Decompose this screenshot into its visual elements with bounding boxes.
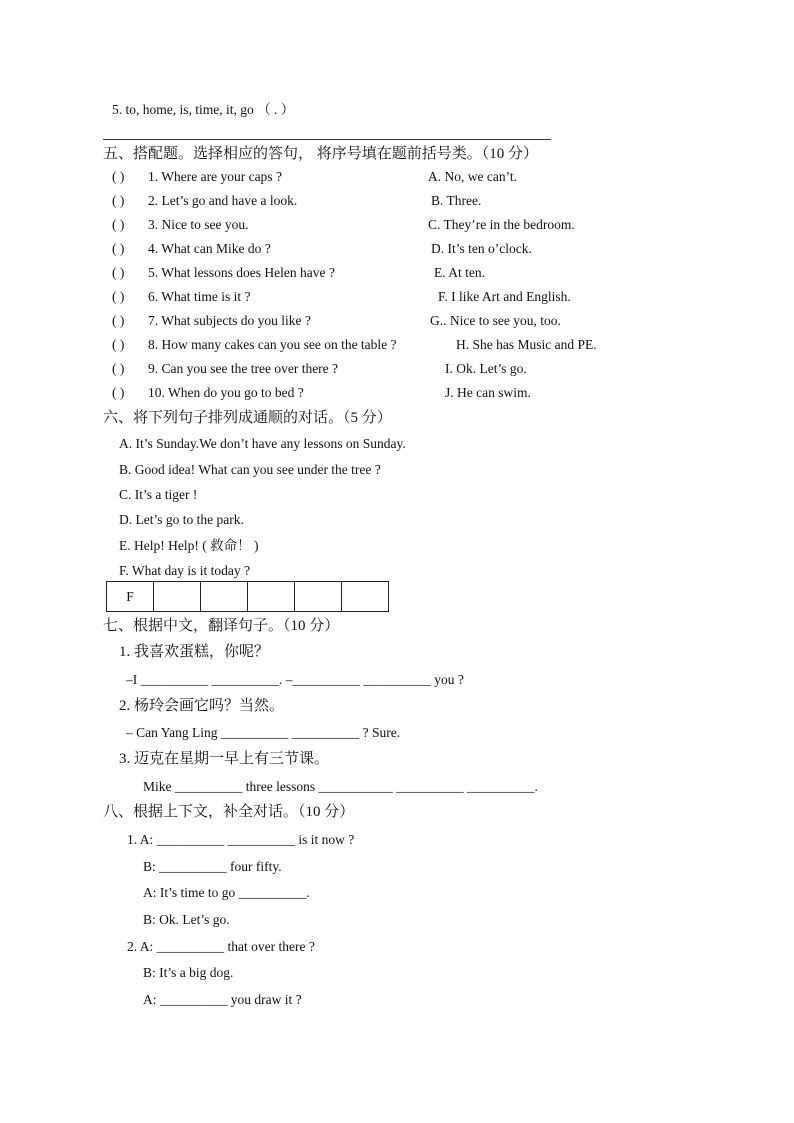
match-row-1 [112, 169, 672, 187]
dialogue-1-line-1[interactable]: 1. A: __________ __________ is it now ? [127, 832, 355, 847]
section-5-title: 五、搭配题。选择相应的答句， 将序号填在题前括号类。（10 分） [103, 146, 539, 162]
dialogue-1-line-4: B: Ok. Let’s go. [143, 912, 230, 927]
answer-paren[interactable]: ( ) [112, 241, 125, 256]
match-row-2 [112, 193, 672, 211]
dialogue-2-line-3[interactable]: A: __________ you draw it ? [143, 992, 302, 1007]
match-question: 5. What lessons does Helen have ? [148, 265, 335, 280]
match-row-10 [112, 385, 672, 403]
match-question: 8. How many cakes can you see on the table ? [148, 337, 397, 352]
answer-paren[interactable]: ( ) [112, 217, 125, 232]
match-answer: D. It’s ten o’clock. [431, 241, 532, 256]
match-row-4 [112, 241, 672, 259]
match-row-6 [112, 289, 672, 307]
translate-prompt-3: 3. 迈克在星期一早上有三节课。 [119, 751, 330, 767]
match-answer: J. He can swim. [445, 385, 531, 400]
dialogue-sentence-b: B. Good idea! What can you see under the tree ? [119, 462, 381, 477]
translate-line-3[interactable]: Mike __________ three lessons ___________ __________ __________. [143, 779, 538, 794]
match-question: 3. Nice to see you. [148, 217, 249, 232]
dialogue-1-line-3[interactable]: A: It’s time to go __________. [143, 885, 310, 900]
translate-line-1[interactable]: –I __________ __________. –__________ __________ you ? [126, 672, 464, 687]
match-row-9 [112, 361, 672, 379]
dialogue-sentence-a: A. It’s Sunday.We don’t have any lessons on Sunday. [119, 436, 406, 451]
answer-paren[interactable]: ( ) [112, 289, 125, 304]
match-answer: B. Three. [431, 193, 482, 208]
order-answer-grid [106, 581, 389, 612]
match-question: 1. Where are your caps ? [148, 169, 282, 184]
answer-paren[interactable]: ( ) [112, 385, 125, 400]
translate-line-2[interactable]: – Can Yang Ling __________ __________ ? Sure. [126, 725, 401, 740]
answer-paren[interactable]: ( ) [112, 193, 125, 208]
match-answer: H. She has Music and PE. [456, 337, 597, 352]
dialogue-2-line-2: B: It’s a big dog. [143, 965, 234, 980]
order-cell-4[interactable] [248, 582, 295, 612]
order-cell-1[interactable]: F [107, 582, 154, 612]
match-question: 2. Let’s go and have a look. [148, 193, 298, 208]
order-cell-6[interactable] [342, 582, 389, 612]
order-cell-5[interactable] [295, 582, 342, 612]
dialogue-sentence-c: C. It’s a tiger ! [119, 487, 198, 502]
match-row-7 [112, 313, 672, 331]
answer-paren[interactable]: ( ) [112, 361, 125, 376]
match-answer: I. Ok. Let’s go. [445, 361, 527, 376]
answer-paren[interactable]: ( ) [112, 265, 125, 280]
translate-prompt-1: 1. 我喜欢蛋糕，你呢？ [119, 644, 270, 660]
dialogue-sentence-f: F. What day is it today ? [119, 563, 251, 578]
match-answer: C. They’re in the bedroom. [428, 217, 575, 232]
sentence-arrange-q5: 5. to, home, is, time, it, go （ . ） [112, 102, 295, 117]
match-question: 6. What time is it ? [148, 289, 251, 304]
match-row-5 [112, 265, 672, 283]
match-row-8 [112, 337, 672, 355]
dialogue-sentence-d: D. Let’s go to the park. [119, 512, 244, 527]
answer-paren[interactable]: ( ) [112, 337, 125, 352]
match-question: 7. What subjects do you like ? [148, 313, 311, 328]
dialogue-sentence-e: E. Help! Help! ( 救命！ ) [119, 538, 259, 553]
divider-line [103, 139, 551, 140]
section-8-title: 八、根据上下文，补全对话。（10 分） [103, 804, 355, 820]
answer-paren[interactable]: ( ) [112, 169, 125, 184]
section-6-title: 六、将下列句子排列成通顺的对话。（5 分） [103, 410, 392, 426]
match-answer: F. I like Art and English. [438, 289, 571, 304]
match-question: 4. What can Mike do ? [148, 241, 271, 256]
match-question: 10. When do you go to bed ? [148, 385, 304, 400]
order-cell-2[interactable] [154, 582, 201, 612]
answer-paren[interactable]: ( ) [112, 313, 125, 328]
match-answer: E. At ten. [434, 265, 485, 280]
match-answer: A. No, we can’t. [428, 169, 517, 184]
match-question: 9. Can you see the tree over there ? [148, 361, 339, 376]
dialogue-1-line-2[interactable]: B: __________ four fifty. [143, 859, 282, 874]
order-cell-3[interactable] [201, 582, 248, 612]
dialogue-2-line-1[interactable]: 2. A: __________ that over there ? [127, 939, 315, 954]
match-answer: G.. Nice to see you, too. [430, 313, 561, 328]
translate-prompt-2: 2. 杨玲会画它吗？当然。 [119, 698, 285, 714]
match-row-3 [112, 217, 672, 235]
section-7-title: 七、根据中文，翻译句子。（10 分） [103, 618, 340, 634]
